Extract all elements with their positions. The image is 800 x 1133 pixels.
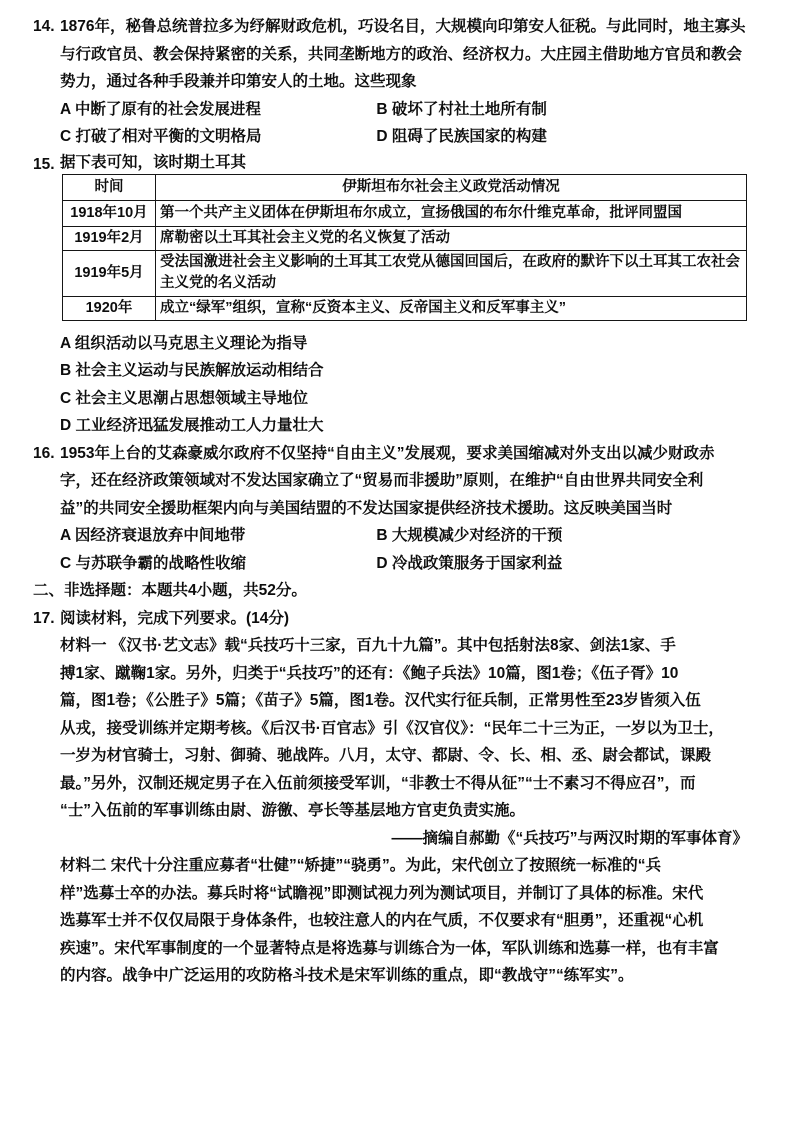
question-16 [33,440,778,578]
table-row [63,200,747,226]
material-1-line-3: 篇，图1卷；《公胜子》5篇；《苗子》5篇，图1卷。汉代实行征兵制，正常男性至23岁皆须入伍 [60,692,701,709]
question-14-option-d: D 阻碍了民族国家的构建 [376,128,547,145]
question-14-number: 14. [33,18,55,35]
question-15-table [62,174,747,321]
table-header-time: 时间 [63,174,156,200]
table-cell-time: 1920年 [63,296,156,320]
question-14-option-c: C 打破了相对平衡的文明格局 [60,128,262,145]
question-15 [33,151,778,440]
question-14-line-2: 与行政官员、教会保持紧密的关系，共同垄断地方的政治、经济权力。大庄园主借助地方官员和教会 [60,45,743,63]
material-1-line-7: “士”入伍前的军事训练由尉、游徼、亭长等基层地方官吏负责实施。 [60,802,526,819]
question-15-option-d: D 工业经济迅猛发展推动工人力量壮大 [60,417,324,434]
material-1-line-6: 最。”另外，汉制还规定男子在入伍前须接受军训，“非教士不得从征”“士不素习不得应召”，而 [60,774,696,792]
question-16-number: 16. [33,444,55,462]
question-14 [33,13,778,151]
question-14-line-1: 1876年，秘鲁总统普拉多为纾解财政危机，巧设名目，大规模向印第安人征税。与此同时，地主寡头 [60,18,746,35]
question-14-options-row-1 [60,96,778,124]
question-17-number: 17. [33,609,55,627]
table-cell-time: 1918年10月 [63,200,156,226]
question-14-line-3: 势力，通过各种手段兼并印第安人的土地。这些现象 [60,73,417,90]
section-2-heading: 二、非选择题：本题共4小题，共52分。 [33,582,307,599]
material-2-line-4: 疾速”。宋代军事制度的一个显著特点是将选募与训练合为一体，军队训练和选募一样，也有丰富 [60,939,719,957]
question-16-option-c: C 与苏联争霸的战略性收缩 [60,554,247,572]
question-14-option-b: B 破坏了村社土地所有制 [376,100,547,118]
table-row [63,296,747,320]
question-16-option-a: A 因经济衰退放弃中间地带 [60,527,246,544]
question-16-options-row-1 [60,522,778,550]
question-15-number: 15. [33,155,55,173]
material-2-line-2: 样”选募士卒的办法。募兵时将“试瞻视”即测试视力列为测试项目，并制订了具体的标准。宋代 [60,884,704,902]
question-17-intro: 阅读材料，完成下列要求。(14分) [60,609,290,627]
question-15-option-b: B 社会主义运动与民族解放运动相结合 [60,362,324,379]
material-2-line-5: 的内容。战争中广泛运用的攻防格斗技术是宋军训练的重点，即“教战守”“练军实”。 [60,967,634,984]
question-16-option-b: B 大规模减少对经济的干预 [376,527,563,544]
material-1-line-2: 搏1家、蹴鞠1家。另外，归类于“兵技巧”的还有：《鲍子兵法》10篇，图1卷；《伍子胥》10 [60,664,679,682]
table-cell-activity: 席勒密以土耳其社会主义党的名义恢复了活动 [156,226,747,250]
question-15-option-a: A 组织活动以马克思主义理论为指导 [60,334,308,352]
table-header-activity: 伊斯坦布尔社会主义政党活动情况 [156,174,747,200]
question-16-line-2: 字，还在经济政策领域对不发达国家确立了“贸易而非援助”原则，在维护“自由世界共同安全利 [60,472,704,489]
material-1-line-4: 从戎，接受训练并定期考核。《后汉书·百官志》引《汉官仪》：“民年二十三为正，一岁以为卫士， [60,719,724,737]
material-1-attribution: ——摘编自郝勤《“兵技巧”与两汉时期的军事体育》 [391,829,748,847]
table-cell-activity: 成立“绿军”组织，宣称“反资本主义、反帝国主义和反军事主义” [156,296,747,320]
question-17 [33,605,778,990]
question-15-stem: 据下表可知，该时期土耳其 [60,153,247,171]
material-1-line-1: 材料一 《汉书·艺文志》载“兵技巧十三家，百九十九篇”。其中包括射法8家、剑法1家、手 [60,637,676,654]
table-cell-time: 1919年2月 [63,226,156,250]
table-cell-activity: 受法国激进社会主义影响的土耳其工农党从德国回国后，在政府的默许下以土耳其工农社会主义党的名义活动 [156,250,747,296]
table-cell-activity: 第一个共产主义团体在伊斯坦布尔成立，宣扬俄国的布尔什维克革命，批评同盟国 [156,200,747,226]
question-16-line-1: 1953年上台的艾森豪威尔政府不仅坚持“自由主义”发展观，要求美国缩减对外支出以减少财政赤 [60,444,715,462]
question-17-material-1 [60,632,778,852]
question-17-material-2 [60,852,778,990]
table-cell-time: 1919年5月 [63,250,156,296]
question-16-line-3: 益”的共同安全援助框架内向与美国结盟的不发达国家提供经济技术援助。这反映美国当时 [60,499,673,517]
question-16-options-row-2 [60,550,778,578]
material-2-line-3: 选募军士并不仅仅局限于身体条件，也较注意人的内在气质，不仅要求有“胆勇”，还重视“心机 [60,912,704,929]
material-1-line-5: 一岁为材官骑士，习射、御骑、驰战阵。八月，太守、都尉、令、长、相、丞、尉会都试，课殿 [60,747,712,764]
question-16-option-d: D 冷战政策服务于国家利益 [376,554,563,572]
table-row [63,250,747,296]
question-15-option-c: C 社会主义思潮占思想领域主导地位 [60,389,309,407]
table-row [63,226,747,250]
question-14-option-a: A 中断了原有的社会发展进程 [60,100,261,118]
question-15-options [60,330,778,440]
material-2-line-1: 材料二 宋代十分注重应募者“壮健”“矫捷”“骁勇”。为此，宋代创立了按照统一标准的“兵 [60,857,662,874]
question-14-options-row-2 [60,123,778,151]
table-header-row [63,174,747,200]
